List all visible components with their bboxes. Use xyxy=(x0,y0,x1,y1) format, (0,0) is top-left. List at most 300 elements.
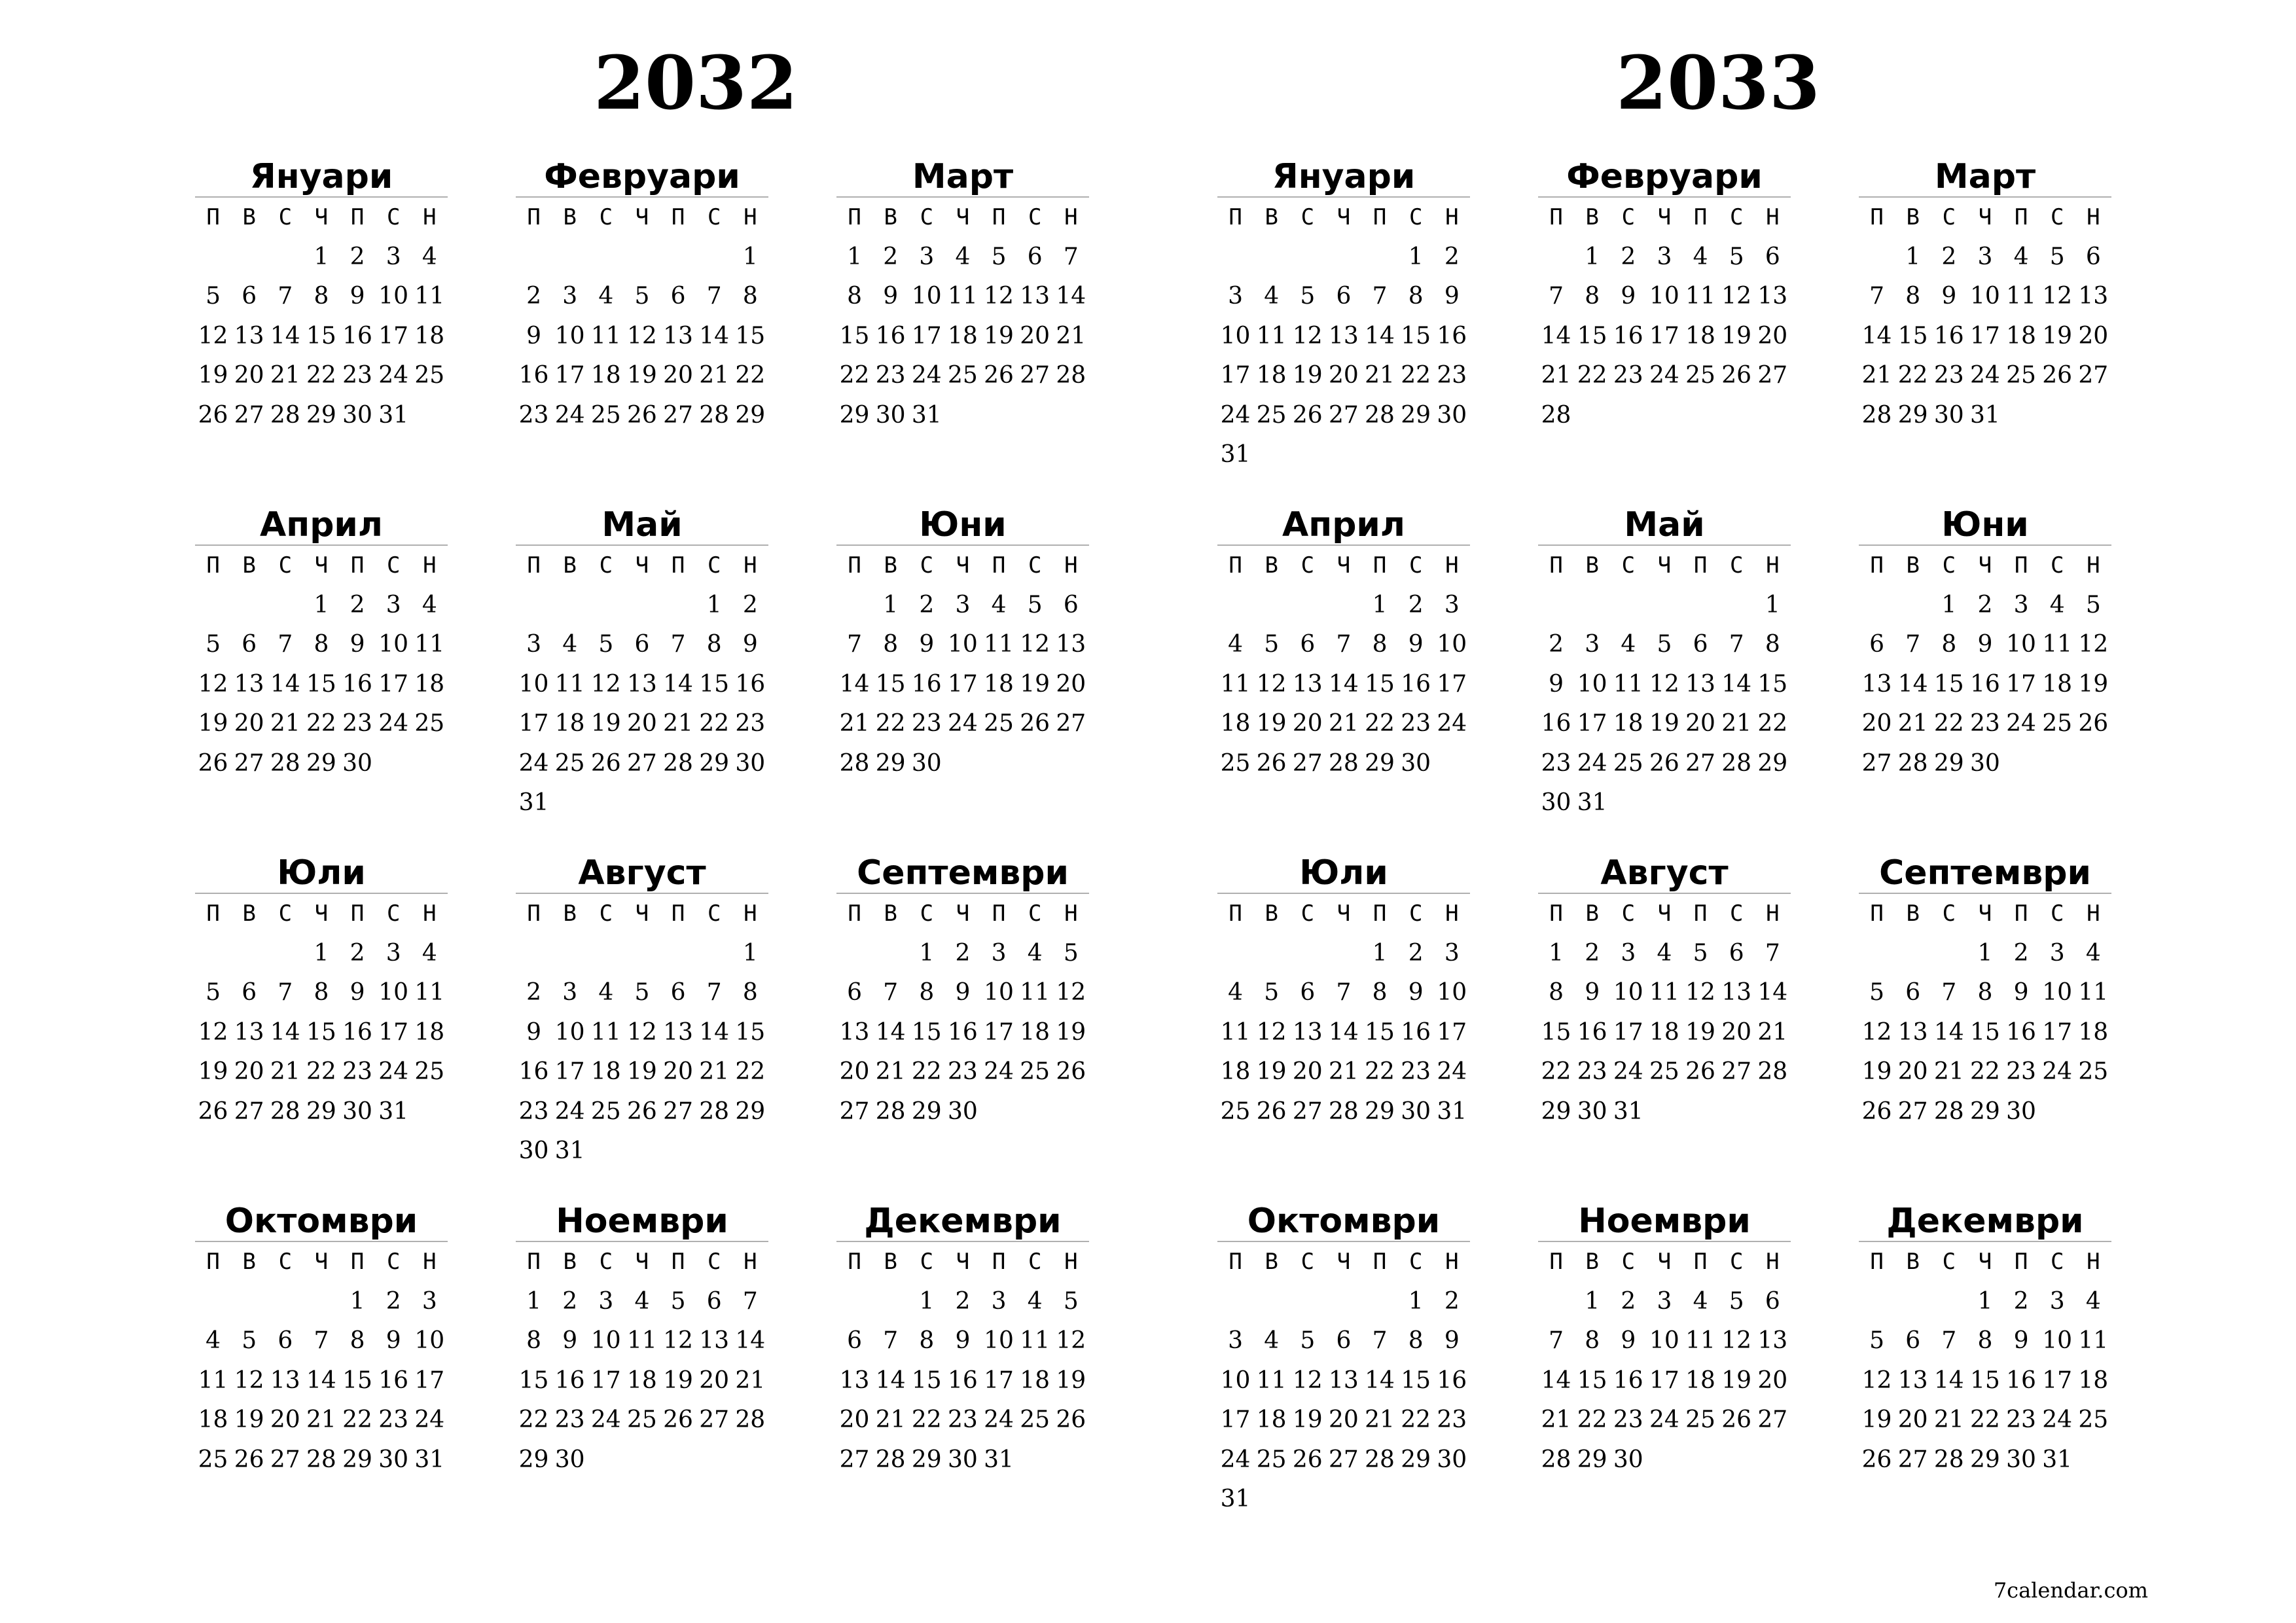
weekday-header xyxy=(1217,894,1470,934)
day-cell: 5 xyxy=(1300,1327,1316,1354)
week-row xyxy=(1538,744,1791,784)
week-row xyxy=(836,973,1089,1013)
day-cell xyxy=(267,586,303,626)
day-cell: 10 xyxy=(1577,670,1607,698)
day-cell: 5 xyxy=(1300,283,1316,310)
day-cell: 29 xyxy=(911,1097,942,1125)
day-cell: 14 xyxy=(270,670,300,698)
day-cell: 17 xyxy=(414,1366,445,1394)
day-cell: 9 xyxy=(1408,631,1424,658)
day-cell xyxy=(1253,435,1289,475)
day-cell xyxy=(1610,586,1646,626)
day-cell xyxy=(1646,1440,1682,1480)
day-cell: 19 xyxy=(627,1058,657,1085)
day-cell: 29 xyxy=(306,1097,336,1125)
day-cell: 18 xyxy=(2042,670,2073,698)
day-cell: 21 xyxy=(699,1058,730,1085)
week-row xyxy=(1859,934,2111,974)
day-cell: 24 xyxy=(984,1058,1014,1085)
day-cell: 12 xyxy=(1020,631,1050,658)
weekday-label: П xyxy=(206,204,220,230)
day-cell: 12 xyxy=(1292,1366,1323,1394)
day-cell: 27 xyxy=(2078,362,2109,389)
day-cell: 18 xyxy=(1020,1018,1050,1046)
day-cell: 10 xyxy=(2042,1327,2073,1354)
day-cell: 23 xyxy=(1437,1406,1467,1433)
day-cell: 7 xyxy=(1549,283,1564,310)
day-cell: 6 xyxy=(847,1327,863,1354)
day-cell: 4 xyxy=(1264,1327,1280,1354)
week-row xyxy=(516,396,768,436)
day-cell: 13 xyxy=(270,1366,300,1394)
week-row xyxy=(836,1440,1089,1480)
day-cell: 31 xyxy=(554,1137,585,1164)
day-cell: 11 xyxy=(414,631,445,658)
weekday-label: Ч xyxy=(1978,552,1992,579)
day-cell: 15 xyxy=(306,670,336,698)
day-cell xyxy=(2003,396,2039,436)
day-cell: 3 xyxy=(1228,283,1244,310)
day-cell xyxy=(696,1132,732,1171)
day-cell: 21 xyxy=(1897,710,1928,737)
day-cell: 25 xyxy=(627,1406,657,1433)
day-cell: 27 xyxy=(1721,1058,1752,1085)
weekday-label: Н xyxy=(1064,204,1078,230)
day-cell: 24 xyxy=(1649,1406,1679,1433)
week-row xyxy=(1538,277,1791,317)
day-cell: 1 xyxy=(883,591,899,618)
weekday-header xyxy=(836,1242,1089,1282)
day-cell: 3 xyxy=(1657,1287,1672,1315)
week-row xyxy=(516,1400,768,1440)
day-cell: 1 xyxy=(1905,243,1921,270)
week-row xyxy=(516,744,768,784)
day-cell: 16 xyxy=(948,1018,978,1046)
day-cell: 17 xyxy=(1437,1018,1467,1046)
day-cell: 10 xyxy=(378,979,409,1006)
day-cell: 22 xyxy=(1577,1406,1607,1433)
day-cell: 5 xyxy=(1869,979,1885,1006)
day-cell: 25 xyxy=(1220,1097,1251,1125)
day-cell: 23 xyxy=(1401,710,1431,737)
month-11 xyxy=(1538,1202,1791,1480)
day-cell: 14 xyxy=(1365,1366,1395,1394)
day-cell: 22 xyxy=(699,710,730,737)
day-cell: 26 xyxy=(1861,1446,1892,1473)
day-cell xyxy=(872,1282,908,1322)
weekday-label: С xyxy=(386,1249,401,1275)
week-row xyxy=(1217,396,1470,436)
day-cell: 14 xyxy=(270,322,300,349)
day-cell: 27 xyxy=(1897,1446,1928,1473)
day-cell: 6 xyxy=(278,1327,293,1354)
day-cell: 5 xyxy=(634,979,650,1006)
month-3 xyxy=(1859,157,2111,435)
month-2 xyxy=(1538,157,1791,435)
day-cell xyxy=(624,1132,660,1171)
month-name: Март xyxy=(836,157,1089,198)
day-cell: 15 xyxy=(1577,1366,1607,1394)
day-cell xyxy=(2075,396,2111,436)
day-cell: 11 xyxy=(948,283,978,310)
week-row xyxy=(516,704,768,744)
day-cell: 28 xyxy=(270,1097,300,1125)
day-cell: 6 xyxy=(1336,283,1352,310)
weekday-label: С xyxy=(1729,204,1744,230)
day-cell: 19 xyxy=(1056,1366,1086,1394)
day-cell xyxy=(1325,934,1361,974)
day-cell: 31 xyxy=(1577,789,1607,816)
weekday-label: Н xyxy=(1766,901,1780,927)
week-row xyxy=(836,396,1089,436)
day-cell: 27 xyxy=(1685,749,1715,777)
day-cell: 4 xyxy=(562,631,578,658)
day-cell: 2 xyxy=(350,939,365,967)
month-10 xyxy=(1217,1202,1470,1520)
day-cell: 27 xyxy=(1861,749,1892,777)
day-cell: 6 xyxy=(670,979,686,1006)
day-cell: 21 xyxy=(1365,362,1395,389)
day-cell xyxy=(516,586,552,626)
day-cell: 6 xyxy=(706,1287,722,1315)
day-cell: 17 xyxy=(378,1018,409,1046)
day-cell xyxy=(552,934,588,974)
day-cell: 16 xyxy=(1970,670,2000,698)
month-name: Април xyxy=(1217,505,1470,546)
day-cell: 24 xyxy=(1220,1446,1251,1473)
day-cell: 20 xyxy=(699,1366,730,1394)
day-cell: 3 xyxy=(2049,1287,2065,1315)
weekday-header xyxy=(1538,1242,1791,1282)
weekday-label: П xyxy=(1693,552,1708,579)
day-cell: 17 xyxy=(984,1018,1014,1046)
day-cell: 7 xyxy=(1941,979,1957,1006)
day-cell: 26 xyxy=(2042,362,2073,389)
day-cell: 9 xyxy=(955,1327,971,1354)
day-cell: 14 xyxy=(1897,670,1928,698)
week-row xyxy=(1217,1480,1470,1520)
day-cell: 20 xyxy=(1757,1366,1788,1394)
day-cell: 17 xyxy=(518,710,549,737)
day-cell: 3 xyxy=(991,939,1007,967)
day-cell: 15 xyxy=(1365,1018,1395,1046)
day-cell: 13 xyxy=(663,1018,693,1046)
weekday-label: С xyxy=(1300,1249,1315,1275)
day-cell: 31 xyxy=(414,1446,445,1473)
day-cell: 28 xyxy=(1541,1446,1571,1473)
day-cell: 4 xyxy=(1621,631,1636,658)
week-row xyxy=(1538,934,1791,974)
weekday-header xyxy=(836,546,1089,586)
day-cell: 18 xyxy=(984,670,1014,698)
day-cell: 26 xyxy=(1256,1097,1287,1125)
day-cell xyxy=(1610,783,1646,823)
day-cell: 9 xyxy=(562,1327,578,1354)
weekday-label: С xyxy=(599,901,613,927)
day-cell: 7 xyxy=(1372,1327,1388,1354)
day-cell: 18 xyxy=(1020,1366,1050,1394)
day-cell: 20 xyxy=(1897,1406,1928,1433)
day-cell: 18 xyxy=(1220,710,1251,737)
day-cell: 19 xyxy=(198,1058,228,1085)
day-cell: 1 xyxy=(919,939,935,967)
day-cell: 30 xyxy=(735,749,766,777)
day-cell: 13 xyxy=(1757,1327,1788,1354)
day-cell: 16 xyxy=(2006,1018,2036,1046)
day-cell: 22 xyxy=(1970,1058,2000,1085)
week-row xyxy=(1859,1361,2111,1401)
day-cell: 8 xyxy=(1905,283,1921,310)
week-row xyxy=(1859,1013,2111,1053)
day-cell: 1 xyxy=(350,1287,365,1315)
weekday-header xyxy=(1217,198,1470,238)
day-cell: 8 xyxy=(706,631,722,658)
weekday-label: В xyxy=(1265,901,1278,927)
day-cell: 12 xyxy=(198,322,228,349)
day-cell: 29 xyxy=(839,401,870,429)
month-name: Октомври xyxy=(1217,1202,1470,1242)
day-cell: 7 xyxy=(1063,243,1079,270)
weekday-label: В xyxy=(563,901,577,927)
day-cell: 23 xyxy=(342,710,372,737)
weekday-label: С xyxy=(1028,204,1042,230)
day-cell: 26 xyxy=(198,1097,228,1125)
day-cell: 15 xyxy=(875,670,906,698)
weekday-label: В xyxy=(884,204,897,230)
day-cell: 5 xyxy=(1027,591,1043,618)
day-cell: 9 xyxy=(350,631,365,658)
day-cell: 14 xyxy=(306,1366,336,1394)
day-cell: 11 xyxy=(414,979,445,1006)
day-cell xyxy=(1362,1480,1398,1520)
weekday-label: П xyxy=(671,204,685,230)
weekday-label: П xyxy=(1549,901,1563,927)
day-cell xyxy=(1253,1480,1289,1520)
day-cell: 27 xyxy=(1056,710,1086,737)
day-cell: 10 xyxy=(2006,631,2036,658)
day-cell: 6 xyxy=(670,283,686,310)
day-cell: 24 xyxy=(378,710,409,737)
day-cell: 24 xyxy=(1649,362,1679,389)
day-cell: 28 xyxy=(1933,1097,1964,1125)
week-row xyxy=(1859,665,2111,705)
day-cell: 3 xyxy=(1977,243,1993,270)
day-cell xyxy=(1859,586,1895,626)
day-cell: 12 xyxy=(1861,1366,1892,1394)
day-cell: 22 xyxy=(1897,362,1928,389)
weekday-label: П xyxy=(1549,552,1563,579)
day-cell: 15 xyxy=(1401,322,1431,349)
day-cell: 10 xyxy=(1437,631,1467,658)
week-row xyxy=(1217,934,1470,974)
day-cell: 23 xyxy=(342,362,372,389)
day-cell: 29 xyxy=(1970,1097,2000,1125)
weekday-label: С xyxy=(1028,901,1042,927)
weekday-label: С xyxy=(1621,901,1636,927)
day-cell: 23 xyxy=(518,1097,549,1125)
day-cell: 14 xyxy=(839,670,870,698)
day-cell: 10 xyxy=(1437,979,1467,1006)
weekday-label: Н xyxy=(2087,901,2100,927)
day-cell: 17 xyxy=(984,1366,1014,1394)
day-cell xyxy=(660,586,696,626)
month-name: Юли xyxy=(1217,853,1470,894)
weekday-label: С xyxy=(278,901,293,927)
day-cell: 7 xyxy=(278,283,293,310)
day-cell: 22 xyxy=(306,362,336,389)
day-cell: 10 xyxy=(1649,1327,1679,1354)
month-4 xyxy=(1217,505,1470,783)
day-cell: 18 xyxy=(1613,710,1643,737)
day-cell xyxy=(1017,1440,1053,1480)
day-cell: 11 xyxy=(198,1366,228,1394)
day-cell: 14 xyxy=(699,1018,730,1046)
day-cell: 13 xyxy=(1292,670,1323,698)
day-cell: 4 xyxy=(1027,1287,1043,1315)
day-cell: 15 xyxy=(1970,1018,2000,1046)
day-cell: 26 xyxy=(1721,362,1752,389)
day-cell: 30 xyxy=(1577,1097,1607,1125)
weekday-label: С xyxy=(2050,901,2064,927)
day-cell: 22 xyxy=(1933,710,1964,737)
week-row xyxy=(836,1052,1089,1092)
day-cell: 12 xyxy=(1056,979,1086,1006)
day-cell: 5 xyxy=(670,1287,686,1315)
day-cell: 5 xyxy=(242,1327,257,1354)
weekday-header xyxy=(836,894,1089,934)
day-cell: 10 xyxy=(378,283,409,310)
day-cell: 3 xyxy=(422,1287,437,1315)
week-row xyxy=(1538,356,1791,396)
day-cell: 2 xyxy=(955,1287,971,1315)
week-row xyxy=(1538,783,1791,823)
day-cell: 23 xyxy=(1970,710,2000,737)
day-cell xyxy=(1646,783,1682,823)
weekday-label: Н xyxy=(1064,1249,1078,1275)
day-cell: 20 xyxy=(1292,1058,1323,1085)
weekday-label: Ч xyxy=(1657,1249,1672,1275)
weekday-label: С xyxy=(707,204,721,230)
day-cell xyxy=(1719,396,1755,436)
day-cell xyxy=(1434,1480,1470,1520)
day-cell: 2 xyxy=(919,591,935,618)
week-row xyxy=(516,317,768,357)
day-cell: 19 xyxy=(627,362,657,389)
day-cell: 31 xyxy=(518,789,549,816)
day-cell: 11 xyxy=(1020,979,1050,1006)
weekday-label: Ч xyxy=(314,1249,329,1275)
weekday-label: Н xyxy=(744,552,757,579)
weekday-label: В xyxy=(563,552,577,579)
day-cell xyxy=(624,934,660,974)
weekday-label: Н xyxy=(1766,552,1780,579)
day-cell xyxy=(1755,783,1791,823)
day-cell: 1 xyxy=(742,939,758,967)
day-cell: 28 xyxy=(306,1446,336,1473)
day-cell: 2 xyxy=(1408,591,1424,618)
day-cell: 13 xyxy=(839,1018,870,1046)
day-cell: 26 xyxy=(663,1406,693,1433)
day-cell: 12 xyxy=(1056,1327,1086,1354)
day-cell: 15 xyxy=(1401,1366,1431,1394)
day-cell: 1 xyxy=(919,1287,935,1315)
weekday-label: Ч xyxy=(1657,552,1672,579)
day-cell: 30 xyxy=(1437,401,1467,429)
day-cell: 13 xyxy=(663,322,693,349)
day-cell xyxy=(412,1092,448,1132)
day-cell: 26 xyxy=(1292,1446,1323,1473)
day-cell: 27 xyxy=(234,1097,264,1125)
day-cell: 28 xyxy=(663,749,693,777)
day-cell: 22 xyxy=(1401,362,1431,389)
weekday-label: П xyxy=(206,552,220,579)
day-cell: 15 xyxy=(342,1366,372,1394)
weekday-label: С xyxy=(707,901,721,927)
day-cell xyxy=(588,238,624,277)
weekday-label: С xyxy=(1300,901,1315,927)
week-row xyxy=(836,1361,1089,1401)
day-cell: 16 xyxy=(342,670,372,698)
day-cell: 26 xyxy=(198,401,228,429)
day-cell: 20 xyxy=(1757,322,1788,349)
day-cell: 26 xyxy=(1721,1406,1752,1433)
day-cell xyxy=(1253,1282,1289,1322)
day-cell: 15 xyxy=(735,1018,766,1046)
day-cell: 15 xyxy=(1933,670,1964,698)
day-cell: 13 xyxy=(1685,670,1715,698)
day-cell: 26 xyxy=(1056,1058,1086,1085)
day-cell: 21 xyxy=(1329,710,1359,737)
day-cell: 17 xyxy=(911,322,942,349)
weekday-header xyxy=(516,894,768,934)
day-cell: 21 xyxy=(270,710,300,737)
day-cell: 10 xyxy=(378,631,409,658)
day-cell: 29 xyxy=(1401,1446,1431,1473)
day-cell: 29 xyxy=(699,749,730,777)
week-row xyxy=(1217,1282,1470,1322)
day-cell: 21 xyxy=(1541,362,1571,389)
day-cell: 11 xyxy=(554,670,585,698)
day-cell: 30 xyxy=(342,1097,372,1125)
weekday-header xyxy=(1859,198,2111,238)
day-cell xyxy=(696,1440,732,1480)
day-cell: 25 xyxy=(984,710,1014,737)
day-cell: 23 xyxy=(948,1406,978,1433)
day-cell: 21 xyxy=(270,1058,300,1085)
day-cell: 1 xyxy=(1408,243,1424,270)
day-cell: 21 xyxy=(1861,362,1892,389)
day-cell xyxy=(1719,1440,1755,1480)
week-row xyxy=(1859,1092,2111,1132)
day-cell: 12 xyxy=(234,1366,264,1394)
day-cell: 13 xyxy=(1329,322,1359,349)
week-row xyxy=(516,586,768,626)
day-cell: 3 xyxy=(2049,939,2065,967)
day-cell: 3 xyxy=(562,283,578,310)
day-cell: 15 xyxy=(735,322,766,349)
day-cell: 15 xyxy=(306,1018,336,1046)
day-cell: 28 xyxy=(875,1097,906,1125)
day-cell: 25 xyxy=(1649,1058,1679,1085)
day-cell: 11 xyxy=(2006,283,2036,310)
day-cell: 6 xyxy=(1027,243,1043,270)
weekday-label: П xyxy=(1870,204,1884,230)
day-cell xyxy=(732,783,768,823)
week-row xyxy=(516,625,768,665)
day-cell: 23 xyxy=(1933,362,1964,389)
day-cell: 11 xyxy=(2078,979,2109,1006)
day-cell: 1 xyxy=(1408,1287,1424,1315)
